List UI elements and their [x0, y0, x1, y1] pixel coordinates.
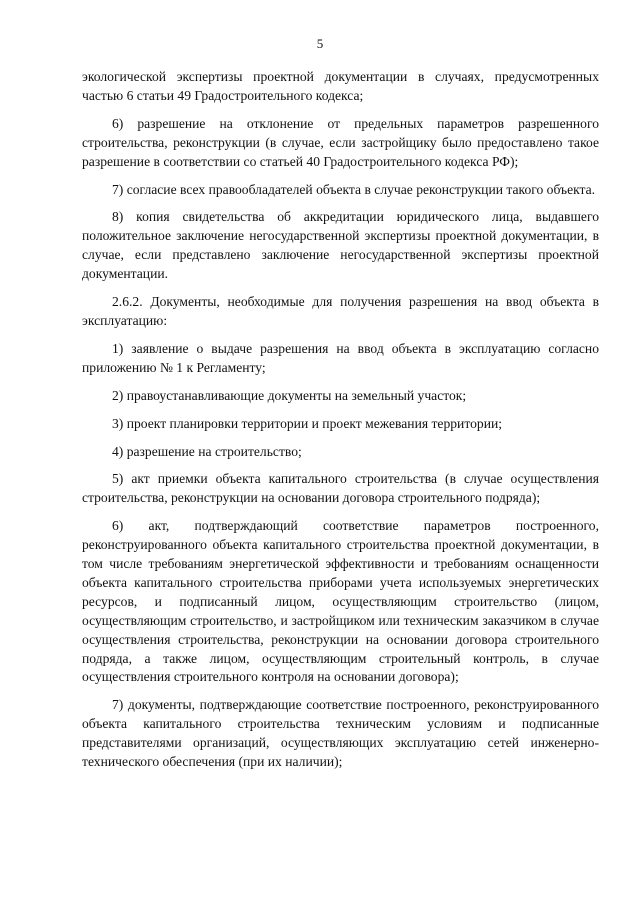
paragraph-item-4-construction-permit: 4) разрешение на строительство; — [112, 443, 302, 459]
paragraph-item-6-deviation-permit: 6) разрешение на отклонение от предельных параметров разрешенного строительства, реконструкции (в случае, если застройщику было предоставлено такое разрешение в соответствии со статьей 40 Градостроительного кодекса РФ); — [82, 115, 599, 169]
paragraph-continuation: экологической экспертизы проектной документации в случаях, предусмотренных частью 6 статьи 49 Градостроительного кодекса; — [82, 69, 599, 103]
paragraph-item-2-land-documents: 2) правоустанавливающие документы на земельный участок; — [112, 387, 467, 403]
page-number: 5 — [316, 36, 324, 51]
paragraph-section-2-6-2: 2.6.2. Документы, необходимые для получения разрешения на ввод объекта в эксплуатацию: — [82, 294, 599, 328]
paragraph-item-7-technical-conditions: 7) документы, подтверждающие соответствие построенного, реконструированного объекта капитального строительства техническим условиям и подписанные представителями организаций, осуществляющих эксплуатацию сетей инженерно-технического обеспечения (при их наличии); — [82, 697, 599, 770]
paragraph-item-7-owners-consent: 7) согласие всех правообладателей объекта в случае реконструкции такого объекта. — [112, 181, 596, 197]
paragraph-item-6-compliance-act: 6) акт, подтверждающий соответствие параметров построенного, реконструированного объекта капитального строительства проектной документации, в том числе требованиям энергетической эффективности и требованиям оснащенности объекта капитального строительства приборами учета используемых энергетических ресурсов, и подписанный лицом, осуществляющим строительство (лицом, осуществляющим строительство, и застройщиком или техническим заказчиком в случае осуществления строительства, реконструкции на основании договора строительного подряда, а также лицом, осуществляющим строительный контроль, в случае осуществления строительного контроля на основании договора); — [82, 518, 599, 685]
paragraph-item-8-accreditation-copy: 8) копия свидетельства об аккредитации юридического лица, выдавшего положительное заключение негосударственной экспертизы проектной документации, в случае, если представлено заключение негосударственной экспертизы проектной документации. — [82, 209, 599, 282]
paragraph-item-3-planning-project: 3) проект планировки территории и проект межевания территории; — [112, 415, 503, 431]
paragraph-item-5-acceptance-act: 5) акт приемки объекта капитального строительства (в случае осуществления строительства, реконструкции на основании договора строительного подряда); — [82, 471, 599, 506]
paragraph-item-1-application: 1) заявление о выдаче разрешения на ввод объекта в эксплуатацию согласно приложению № 1 к Регламенту; — [82, 340, 599, 375]
document-body — [82, 68, 599, 781]
